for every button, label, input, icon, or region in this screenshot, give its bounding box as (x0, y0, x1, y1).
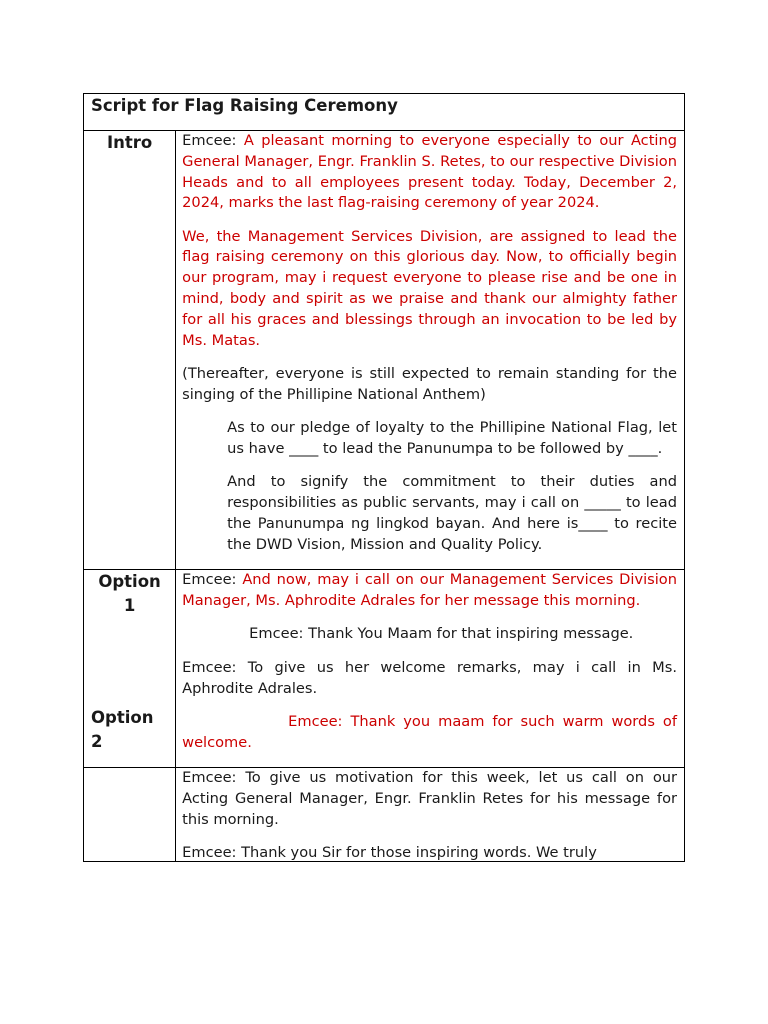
title-row (84, 94, 685, 131)
options-content (176, 570, 684, 753)
option-paragraph-1 (182, 570, 677, 612)
option-1-number: 1 (123, 596, 136, 616)
option-paragraph-4: Emcee: Thank you maam for such warm words of welcome. (182, 712, 677, 751)
intro-paragraph-5: And to signify the commitment to their duties and responsibilities as public servants, may i call on _____ to lead the Panunumpa ng lingkod bayan. And here is____ to recite the DWD Vision, Mission and Quality Policy. (227, 473, 677, 553)
closing-paragraph-1: Emcee: To give us motivation for this week, let us call on our Acting General Manager, Engr. Franklin Retes for his message for this morning. (182, 769, 677, 829)
closing-paragraph-2: Emcee: Thank you Sir for those inspiring words. We truly (182, 844, 597, 862)
intro-greeting-text: A pleasant morning to everyone especially to our Acting General Manager, Engr. Franklin S. Retes, to our respective Division Heads and to all employees present today. Today, December 2, 2024, marks the last flag-raising ceremony of year 2024. (182, 132, 677, 212)
intro-paragraph-4: As to our pledge of loyalty to the Phillipine National Flag, let us have ____ to lead the Panunumpa to be followed by ____. (227, 419, 677, 457)
closing-content (176, 768, 684, 861)
emcee-prefix: Emcee: (182, 571, 243, 589)
closing-row (84, 768, 685, 862)
options-label-cell (84, 570, 176, 768)
document-title: Script for Flag Raising Ceremony (91, 96, 398, 115)
option-2-label (84, 706, 175, 754)
title-cell (84, 94, 685, 131)
intro-label-cell (84, 131, 176, 570)
option-2-number: 2 (91, 732, 103, 752)
closing-content-cell (176, 768, 685, 862)
option-paragraph-2: Emcee: Thank You Maam for that inspiring message. (249, 625, 634, 643)
option-1-label (84, 570, 175, 618)
closing-label-cell (84, 768, 176, 862)
option-1-call-text: And now, may i call on our Management Services Division Manager, Ms. Aphrodite Adrales for her message this morning. (182, 571, 677, 610)
intro-paragraph-3: (Thereafter, everyone is still expected to remain standing for the singing of the Phillipine National Anthem) (182, 364, 677, 403)
intro-paragraph-1 (182, 131, 677, 214)
option-2-word: Option (91, 708, 154, 728)
intro-label: Intro (106, 133, 153, 152)
option-paragraph-3: Emcee: To give us her welcome remarks, may i call in Ms. Aphrodite Adrales. (182, 658, 677, 697)
emcee-prefix: Emcee: (182, 132, 244, 149)
script-table (83, 93, 685, 862)
intro-paragraph-2: We, the Management Services Division, are assigned to lead the flag raising ceremony on this glorious day. Now, to officially begin our program, may i request everyone to please rise and be one in mind, body and spirit as we praise and thank our almighty father for all his graces and blessings through an invocation to be led by Ms. Matas. (182, 227, 677, 349)
intro-row (84, 131, 685, 570)
option-1-word: Option (98, 572, 161, 592)
intro-content-cell (176, 131, 685, 570)
options-row (84, 570, 685, 768)
intro-content (176, 131, 684, 555)
options-content-cell (176, 570, 685, 768)
